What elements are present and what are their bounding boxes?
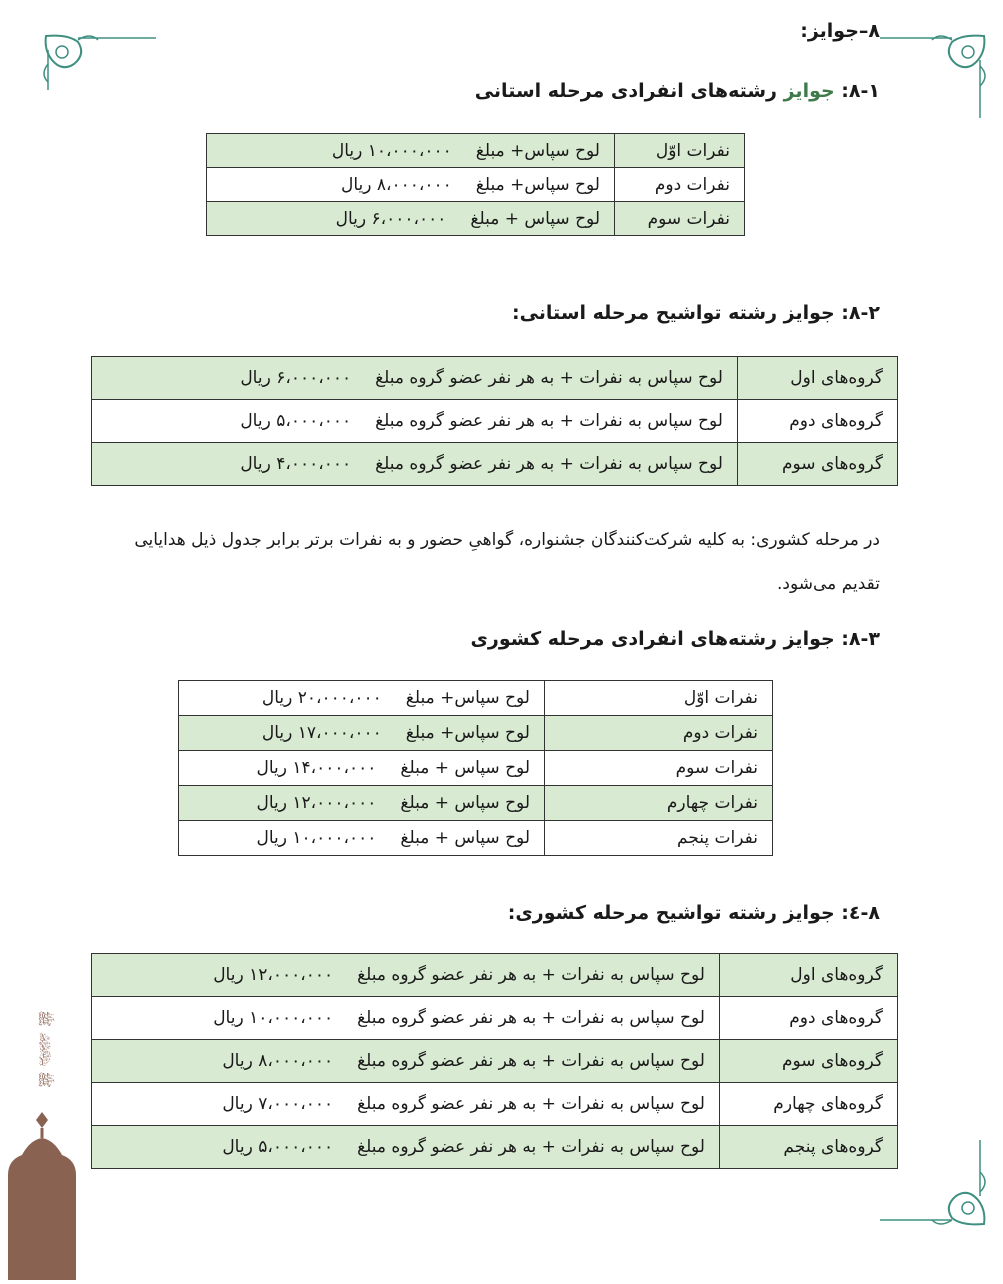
top-right-ornament-icon xyxy=(880,30,992,120)
table-row xyxy=(207,202,745,236)
table-row xyxy=(92,997,898,1040)
table-row xyxy=(179,821,773,856)
sub1-keyword: جوایز xyxy=(783,80,835,102)
table-row xyxy=(92,443,898,486)
rank-cell: نفرات دوم xyxy=(545,716,773,751)
table-row xyxy=(92,1083,898,1126)
prize-cell: لوح سپاس به نفرات + به هر نفر عضو گروه مبلغ۴،۰۰۰،۰۰۰ ریال xyxy=(92,443,738,486)
rank-cell: نفرات اوّل xyxy=(615,134,745,168)
sub1-heading xyxy=(475,80,880,102)
rank-cell: گروه‌های سوم xyxy=(720,1040,898,1083)
rank-cell: گروه‌های سوم xyxy=(738,443,898,486)
prize-cell: لوح سپاس+ مبلغ۸،۰۰۰،۰۰۰ ریال xyxy=(207,168,615,202)
table-row xyxy=(179,681,773,716)
paragraph-line-1: در مرحله کشوری: به کلیه شرکت‌کنندگان جشنواره، گواهیِ حضور و به نفرات برتر برابر جدول ذیل هدایایی xyxy=(134,530,880,550)
table-row xyxy=(207,134,745,168)
table-provincial-group xyxy=(91,356,898,486)
section-title: ۸–جوایز: xyxy=(800,20,880,42)
national-stage-paragraph xyxy=(80,518,880,606)
sub1-rest: رشته‌های انفرادی مرحله استانی xyxy=(474,80,784,102)
prize-cell: لوح سپاس به نفرات + به هر نفر عضو گروه مبلغ۸،۰۰۰،۰۰۰ ریال xyxy=(92,1040,720,1083)
table-row xyxy=(92,1126,898,1169)
rank-cell: گروه‌های پنجم xyxy=(720,1126,898,1169)
rank-cell: گروه‌های دوم xyxy=(720,997,898,1040)
prize-cell: لوح سپاس+ مبلغ۱۰،۰۰۰،۰۰۰ ریال xyxy=(207,134,615,168)
rank-cell: نفرات اوّل xyxy=(545,681,773,716)
prize-cell: لوح سپاس + مبلغ۱۴،۰۰۰،۰۰۰ ریال xyxy=(179,751,545,786)
rank-cell: نفرات پنجم xyxy=(545,821,773,856)
rank-cell: نفرات دوم xyxy=(615,168,745,202)
prize-cell: لوح سپاس به نفرات + به هر نفر عضو گروه مبلغ۷،۰۰۰،۰۰۰ ریال xyxy=(92,1083,720,1126)
rank-cell: گروه‌های اول xyxy=(720,954,898,997)
table-row xyxy=(92,954,898,997)
prize-cell: لوح سپاس+ مبلغ۲۰،۰۰۰،۰۰۰ ریال xyxy=(179,681,545,716)
prize-cell: لوح سپاس به نفرات + به هر نفر عضو گروه مبلغ۶،۰۰۰،۰۰۰ ریال xyxy=(92,357,738,400)
table-row xyxy=(92,1040,898,1083)
table-national-individual xyxy=(178,680,773,856)
sub3-heading: ۸-۳: جوایز رشته‌های انفرادی مرحله کشوری xyxy=(470,628,880,650)
table-provincial-individual xyxy=(206,133,745,236)
paragraph-line-2: تقدیم می‌شود. xyxy=(777,574,880,594)
side-logo-icon xyxy=(0,1000,95,1280)
svg-text:ﷺ ﷽ ﷺ: ﷺ ﷽ ﷺ xyxy=(36,1010,52,1088)
table-row xyxy=(207,168,745,202)
table-row xyxy=(179,786,773,821)
prize-cell: لوح سپاس به نفرات + به هر نفر عضو گروه مبلغ۱۰،۰۰۰،۰۰۰ ریال xyxy=(92,997,720,1040)
sub1-number: ۸-۱: xyxy=(834,80,880,102)
rank-cell: گروه‌های چهارم xyxy=(720,1083,898,1126)
rank-cell: نفرات سوم xyxy=(545,751,773,786)
prize-cell: لوح سپاس به نفرات + به هر نفر عضو گروه مبلغ۱۲،۰۰۰،۰۰۰ ریال xyxy=(92,954,720,997)
rank-cell: گروه‌های اول xyxy=(738,357,898,400)
table-row xyxy=(92,357,898,400)
sub4-heading: ۸-٤: جوایز رشته تواشیح مرحله کشوری: xyxy=(507,902,880,924)
table-row xyxy=(179,716,773,751)
table-row xyxy=(92,400,898,443)
top-left-ornament-icon xyxy=(38,30,158,92)
rank-cell: گروه‌های دوم xyxy=(738,400,898,443)
table-national-group xyxy=(91,953,898,1169)
prize-cell: لوح سپاس + مبلغ۱۰،۰۰۰،۰۰۰ ریال xyxy=(179,821,545,856)
prize-cell: لوح سپاس + مبلغ۱۲،۰۰۰،۰۰۰ ریال xyxy=(179,786,545,821)
rank-cell: نفرات چهارم xyxy=(545,786,773,821)
prize-cell: لوح سپاس+ مبلغ۱۷،۰۰۰،۰۰۰ ریال xyxy=(179,716,545,751)
sub2-heading: ۸-۲: جوایز رشته تواشیح مرحله استانی: xyxy=(511,302,880,324)
rank-cell: نفرات سوم xyxy=(615,202,745,236)
table-row xyxy=(179,751,773,786)
prize-cell: لوح سپاس به نفرات + به هر نفر عضو گروه مبلغ۵،۰۰۰،۰۰۰ ریال xyxy=(92,400,738,443)
prize-cell: لوح سپاس + مبلغ۶،۰۰۰،۰۰۰ ریال xyxy=(207,202,615,236)
prize-cell: لوح سپاس به نفرات + به هر نفر عضو گروه مبلغ۵،۰۰۰،۰۰۰ ریال xyxy=(92,1126,720,1169)
